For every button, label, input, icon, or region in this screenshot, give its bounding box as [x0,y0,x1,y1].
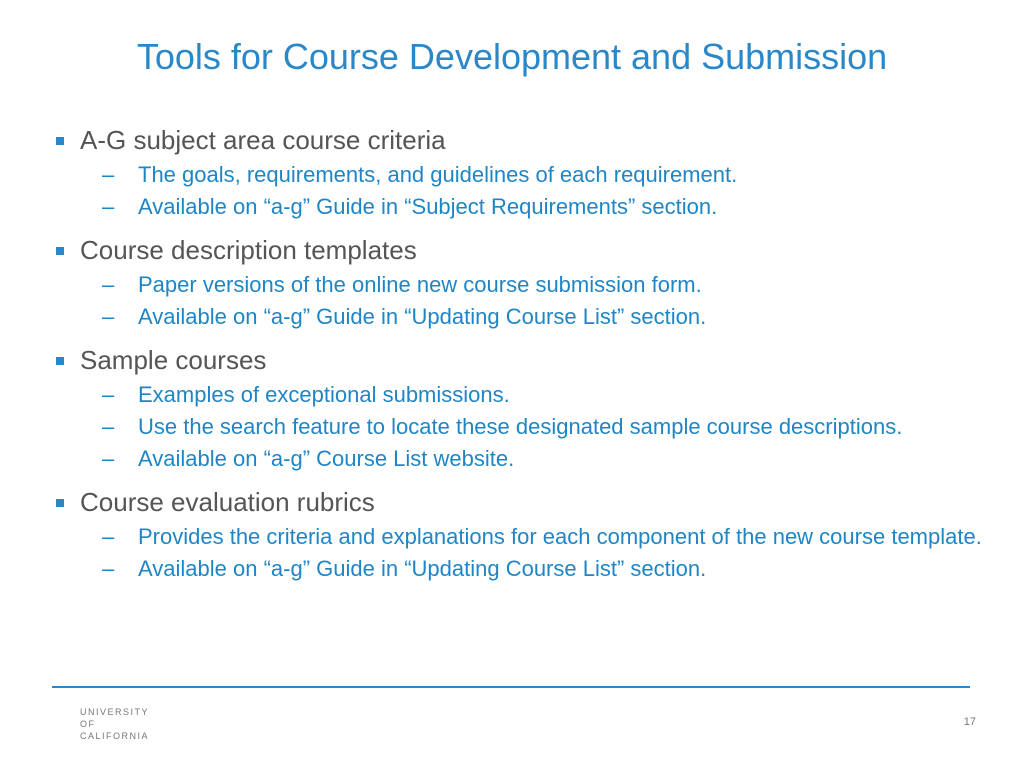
sub-bullet-item [56,382,986,408]
footer-divider [52,686,970,688]
bullet-list [56,124,986,596]
sub-bullet-list [56,382,986,472]
bullet-item [56,124,986,156]
bullet-group [56,486,986,582]
sub-bullet-text: Paper versions of the online new course submission form. [138,272,702,297]
logo-line: CALIFORNIA [80,731,150,741]
sub-bullet-item [56,162,986,188]
dash-icon: – [102,414,115,439]
bullet-item [56,234,986,266]
dash-icon: – [102,162,115,187]
square-bullet-icon [56,137,64,145]
sub-bullet-item [56,272,986,298]
sub-bullet-item [56,446,986,472]
sub-bullet-item [56,524,986,550]
sub-bullet-text: Use the search feature to locate these designated sample course descriptions. [138,414,903,439]
bullet-group [56,124,986,220]
sub-bullet-text: Available on “a-g” Guide in “Updating Course List” section. [138,304,707,329]
bullet-text: Sample courses [80,345,267,375]
sub-bullet-item [56,304,986,330]
bullet-text: Course evaluation rubrics [80,487,375,517]
sub-bullet-text: Examples of exceptional submissions. [138,382,510,407]
bullet-item [56,344,986,376]
sub-bullet-text: Available on “a-g” Guide in “Subject Requirements” section. [138,194,718,219]
sub-bullet-item [56,414,986,440]
square-bullet-icon [56,357,64,365]
square-bullet-icon [56,499,64,507]
page-number: 17 [963,716,976,728]
sub-bullet-text: The goals, requirements, and guidelines of each requirement. [138,162,738,187]
logo-line: UNIVERSITY [80,707,150,717]
dash-icon: – [102,556,115,581]
slide-title: Tools for Course Development and Submission [136,36,888,77]
sub-bullet-list [56,524,986,582]
bullet-item [56,486,986,518]
sub-bullet-text: Available on “a-g” Guide in “Updating Course List” section. [138,556,707,581]
bullet-group [56,344,986,472]
sub-bullet-list [56,162,986,220]
bullet-group [56,234,986,330]
logo-line: OF [80,719,96,729]
university-logo [80,706,149,742]
sub-bullet-text: Provides the criteria and explanations for each component of the new course template. [138,524,982,549]
sub-bullet-item [56,194,986,220]
dash-icon: – [102,194,115,219]
sub-bullet-item [56,556,986,582]
sub-bullet-text: Available on “a-g” Course List website. [138,446,515,471]
sub-bullet-list [56,272,986,330]
dash-icon: – [102,446,115,471]
bullet-text: Course description templates [80,235,417,265]
dash-icon: – [102,524,115,549]
dash-icon: – [102,304,115,329]
bullet-text: A-G subject area course criteria [80,125,446,155]
square-bullet-icon [56,247,64,255]
dash-icon: – [102,272,115,297]
dash-icon: – [102,382,115,407]
